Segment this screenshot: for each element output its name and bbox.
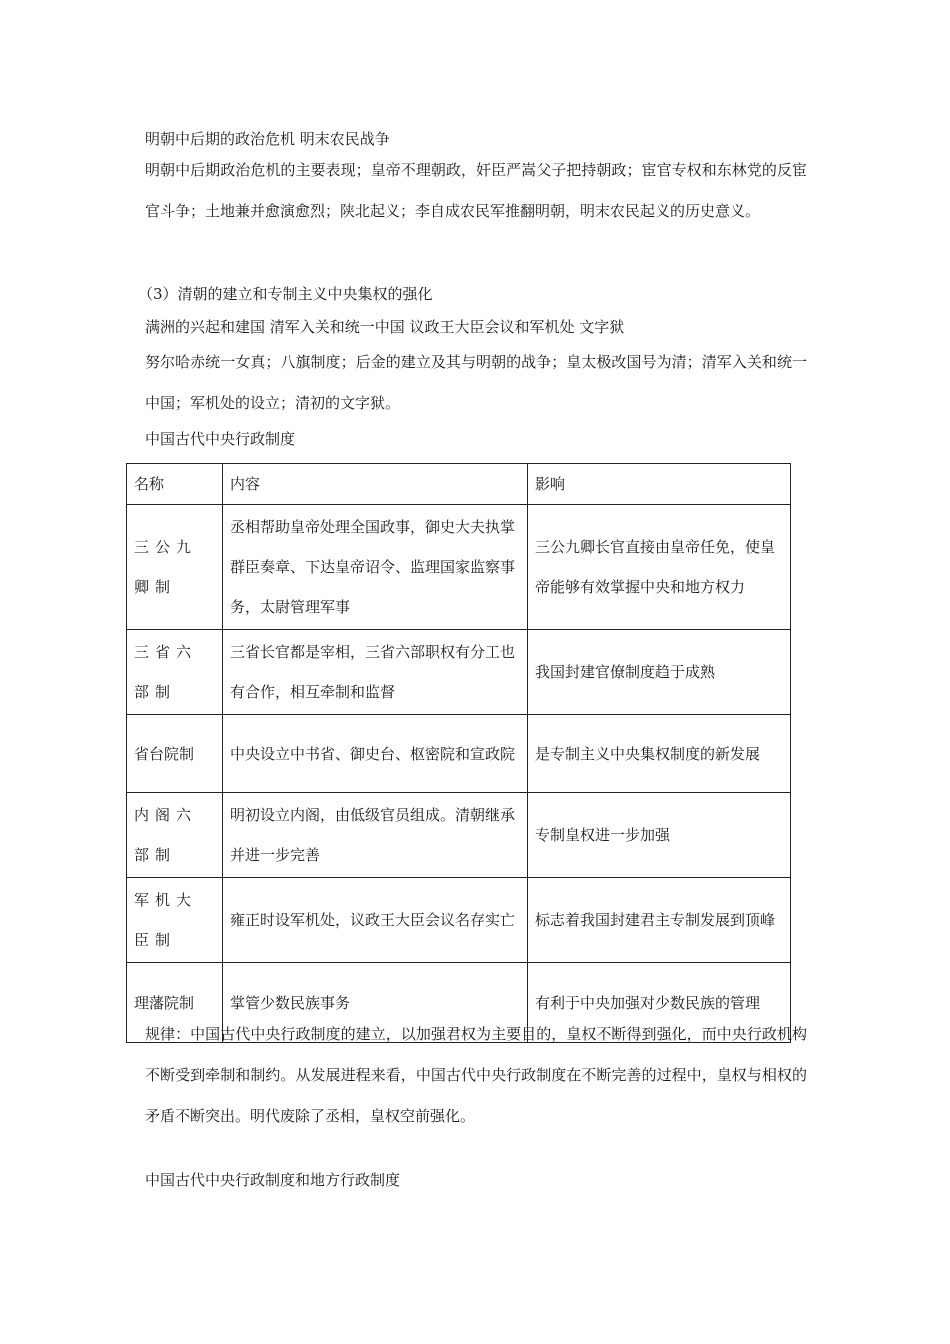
header-content: 内容 — [223, 464, 528, 505]
row-content: 雍正时设军机处，议政王大臣会议名存实亡 — [223, 878, 528, 963]
row-name: 三省六部制 — [127, 630, 223, 715]
admin-system-table — [126, 463, 791, 1043]
intro-paragraph: 明朝中后期政治危机的主要表现；皇帝不理朝政，奸臣严嵩父子把持朝政；宦官专权和东林党的反宦官斗争；土地兼并愈演愈烈；陕北起义；李自成农民军推翻明朝，明末农民起义的历史意义。 — [145, 161, 807, 220]
row-content: 中央设立中书省、御史台、枢密院和宣政院 — [223, 715, 528, 793]
table-row — [127, 793, 791, 878]
section-title: （3）清朝的建立和专制主义中央集权的强化 — [138, 285, 433, 303]
row-impact: 有利于中央加强对少数民族的管理 — [528, 963, 791, 1043]
intro-heading: 明朝中后期的政治危机 明末农民战争 — [145, 130, 390, 148]
row-content: 掌管少数民族事务 — [223, 963, 528, 1043]
next-heading: 中国古代中央行政制度和地方行政制度 — [145, 1171, 401, 1189]
row-content: 丞相帮助皇帝处理全国政事，御史大夫执掌群臣奏章、下达皇帝诏令、监理国家监察事务，太尉管理军事 — [223, 505, 528, 630]
row-content: 明初设立内阁，由低级官员组成。清朝继承并进一步完善 — [223, 793, 528, 878]
table-header-row — [127, 464, 791, 505]
row-name: 省台院制 — [127, 715, 223, 793]
section-paragraph: 努尔哈赤统一女真；八旗制度；后金的建立及其与明朝的战争；皇太极改国号为清；清军入关和统一中国；军机处的设立；清初的文字狱。 — [145, 353, 807, 412]
row-impact: 我国封建官僚制度趋于成熟 — [528, 630, 791, 715]
row-impact: 三公九卿长官直接由皇帝任免，使皇帝能够有效掌握中央和地方权力 — [528, 505, 791, 630]
section-topics: 满洲的兴起和建国 清军入关和统一中国 议政王大臣会议和军机处 文字狱 — [145, 318, 625, 336]
table-row — [127, 878, 791, 963]
row-content: 三省长官都是宰相，三省六部职权有分工也有合作，相互牵制和监督 — [223, 630, 528, 715]
row-name: 三公九卿制 — [127, 505, 223, 630]
table-row — [127, 505, 791, 630]
row-name: 内阁六部制 — [127, 793, 223, 878]
row-name: 军机大臣制 — [127, 878, 223, 963]
header-name: 名称 — [127, 464, 223, 505]
row-impact: 是专制主义中央集权制度的新发展 — [528, 715, 791, 793]
row-name: 理藩院制 — [127, 963, 223, 1043]
header-impact: 影响 — [528, 464, 791, 505]
table-row — [127, 715, 791, 793]
row-impact: 专制皇权进一步加强 — [528, 793, 791, 878]
rule-paragraph: 规律：中国古代中央行政制度的建立，以加强君权为主要目的，皇权不断得到强化，而中央行政机构不断受到牵制和制约。从发展进程来看，中国古代中央行政制度在不断完善的过程中，皇权与相权的矛盾不断突出。明代废除了丞相，皇权空前强化。 — [145, 1025, 807, 1125]
row-impact: 标志着我国封建君主专制发展到顶峰 — [528, 878, 791, 963]
table-row — [127, 630, 791, 715]
table-caption: 中国古代中央行政制度 — [145, 430, 296, 448]
